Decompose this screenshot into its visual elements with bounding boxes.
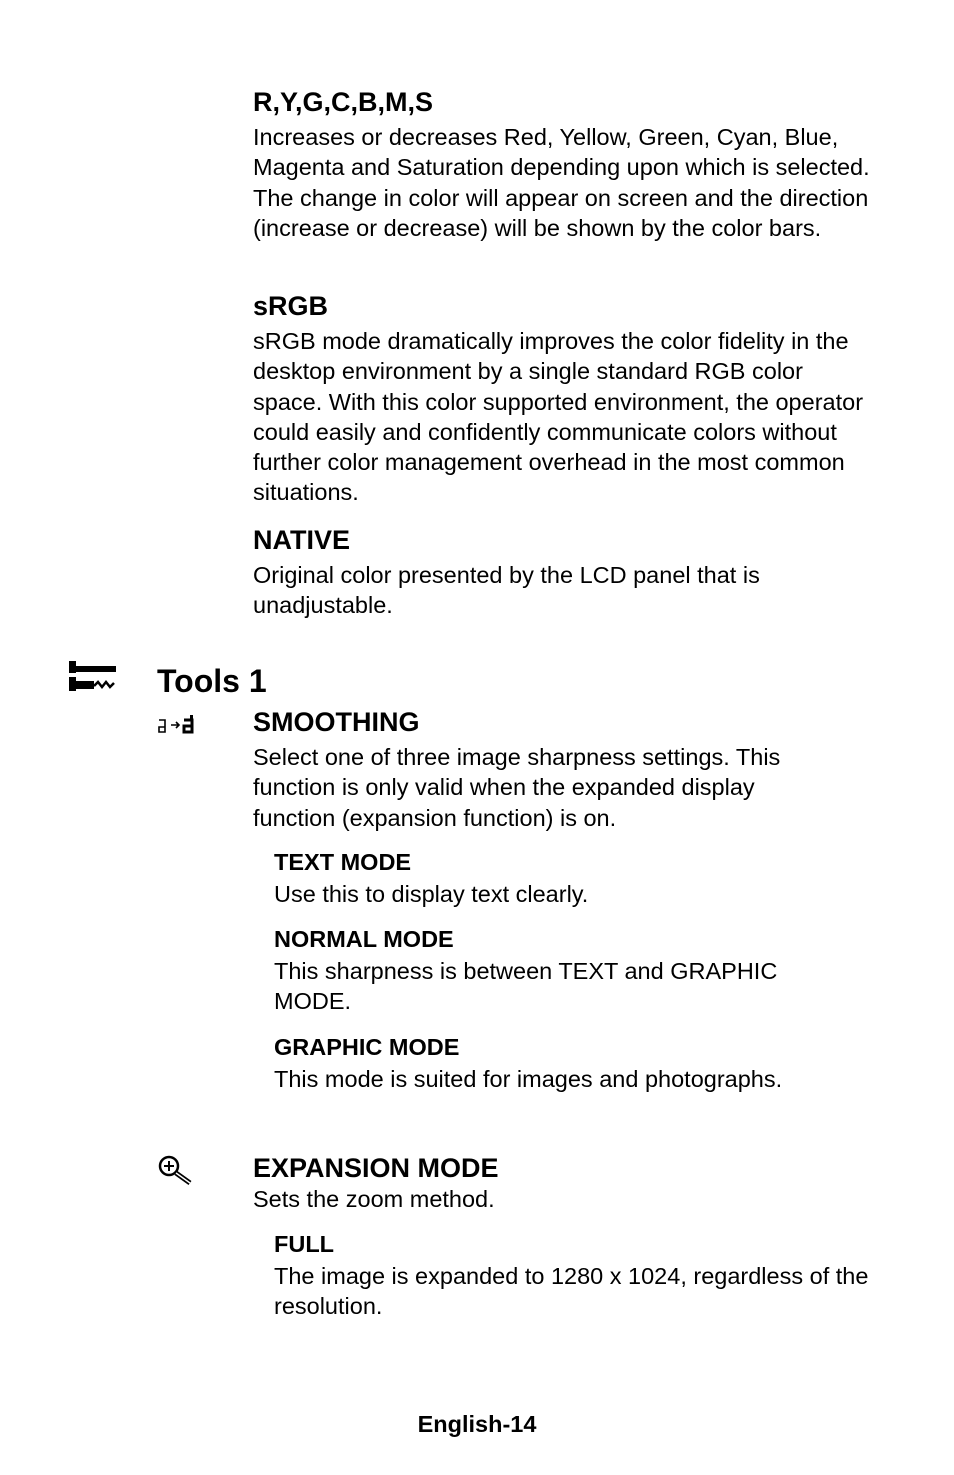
paragraph-smoothing: Select one of three image sharpness settings. This function is only valid when the expanded display function (expansion function) is on. (253, 744, 781, 831)
section-srgb (253, 290, 893, 508)
heading-srgb: sRGB (253, 291, 329, 321)
paragraph-normal-mode: This sharpness is between TEXT and GRAPHIC MODE. (274, 958, 778, 1015)
heading-normal-mode: NORMAL MODE (274, 926, 454, 952)
heading-rygcbms: R,Y,G,C,B,M,S (253, 87, 434, 117)
page-number: English-14 (417, 1411, 537, 1437)
paragraph-text-mode: Use this to display text clearly. (274, 881, 589, 907)
heading-graphic-mode: GRAPHIC MODE (274, 1034, 460, 1060)
subsection-full (274, 1230, 894, 1322)
paragraph-rygcbms: Increases or decreases Red, Yellow, Green, Cyan, Blue, Magenta and Saturation depending upon which is selected. The change in color will appear on screen and the direction (increase or decrease) will be shown by the color bars. (253, 124, 870, 241)
tools-title: Tools 1 (157, 663, 267, 699)
subsection-text-mode (274, 848, 894, 909)
section-rygcbms (253, 86, 893, 243)
section-native (253, 524, 893, 621)
heading-smoothing: SMOOTHING (253, 707, 420, 737)
paragraph-srgb: sRGB mode dramatically improves the color fidelity in the desktop environment by a single standard RGB color space. With this color supported environment, the operator could easily and confidently communicate colors without further color management overhead in the most common situations. (253, 328, 864, 506)
subsection-normal-mode (274, 925, 894, 1017)
paragraph-expansion-mode: Sets the zoom method. (253, 1186, 495, 1212)
heading-native: NATIVE (253, 525, 351, 555)
paragraph-full: The image is expanded to 1280 x 1024, regardless of the resolution. (274, 1263, 869, 1320)
heading-expansion-mode: EXPANSION MODE (253, 1153, 499, 1183)
subsection-graphic-mode (274, 1033, 894, 1094)
heading-full: FULL (274, 1231, 335, 1257)
smoothing-icon (157, 712, 199, 734)
heading-text-mode: TEXT MODE (274, 849, 412, 875)
paragraph-native: Original color presented by the LCD panel that is unadjustable. (253, 562, 760, 619)
paragraph-graphic-mode: This mode is suited for images and photographs. (274, 1066, 783, 1092)
wrench-icon (68, 657, 118, 695)
magnifier-icon (157, 1154, 197, 1186)
section-smoothing (253, 706, 893, 833)
section-expansion-mode (253, 1152, 893, 1214)
tools-section (157, 662, 267, 700)
